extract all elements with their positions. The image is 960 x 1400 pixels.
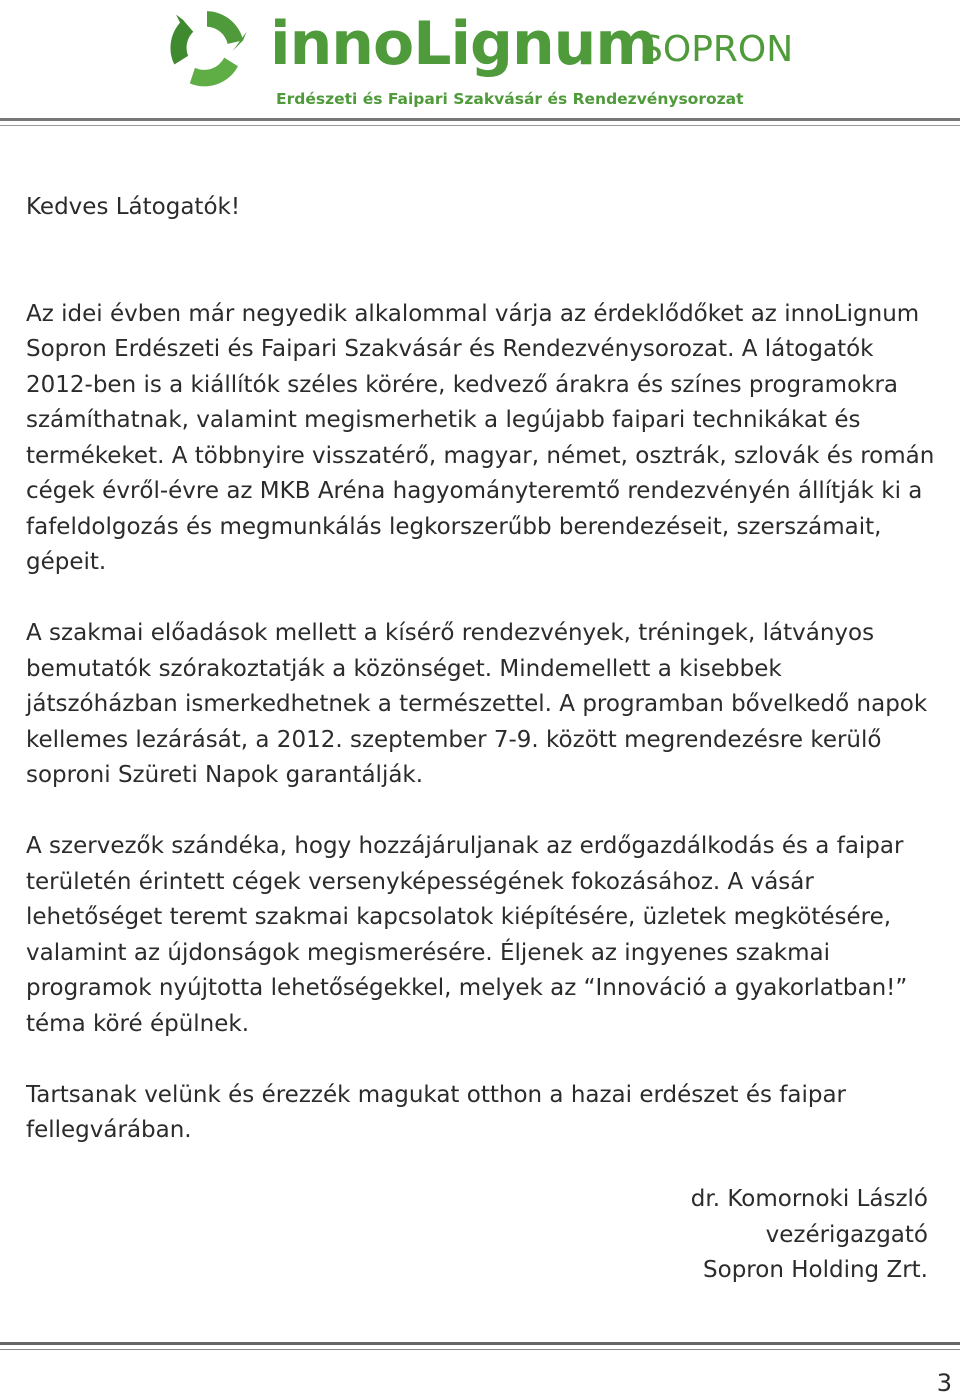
header-divider <box>0 118 960 121</box>
salutation: Kedves Látogatók! <box>26 194 241 220</box>
signature-block <box>691 1182 928 1289</box>
letter-body <box>26 190 936 1184</box>
signature-company: Sopron Holding Zrt. <box>703 1257 928 1283</box>
signature-title: vezérigazgató <box>765 1221 928 1248</box>
signature-name: dr. Komornoki László <box>690 1186 928 1212</box>
page-header <box>0 0 960 130</box>
page-number: 3 <box>936 1369 952 1397</box>
header-divider-thin <box>0 125 960 126</box>
paragraph-2: A szakmai előadások mellett a kísérő rendezvények, tréningek, látványos bemutatók szórakoztatják a közönséget. Mindemellett a kisebbek játszóházban ismerkedhetnek a természettel. A programban bővelkedő napok kellemes lezárását, a 2012. szeptember 7-9. között megrendezésre kerülő soproni Szüreti Napok garantálják. <box>26 620 928 788</box>
paragraph-4: Tartsanak velünk és érezzék magukat otthon a hazai erdészet és faipar fellegvárában. <box>26 1081 847 1143</box>
brand-tagline: Erdészeti és Faipari Szakvásár és Rendezvénysorozat <box>276 90 744 108</box>
recycle-leaf-icon <box>164 6 250 92</box>
footer-divider-thin <box>0 1349 960 1350</box>
brand-city: SOPRON <box>640 29 794 70</box>
brand-name: innoLignum <box>270 9 657 79</box>
paragraph-1: Az idei évben már negyedik alkalommal várja az érdeklődőket az innoLignum Sopron Erdészeti és Faipari Szakvásár és Rendezvénysorozat. A látogatók 2012-ben is a kiállítók széles körére, kedvező árakra és színes programokra számíthatnak, valamint megismerhetik a legújabb faipari technikákat és termékeket. A többnyire visszatérő, magyar, német, osztrák, szlovák és román cégek évről-évre az MKB Aréna hagyományteremtő rendezvényén állítják ki a fafeldolgozás és megmunkálás legkorszerűbb berendezéseit, szerszámait, gépeit. <box>26 300 935 575</box>
paragraph-3: A szervezők szándéka, hogy hozzájáruljanak az erdőgazdálkodás és a faipar területén érintett cégek versenyképességének fokozásához. A vásár lehetőséget teremt szakmai kapcsolatok kiépítésére, üzletek megkötésére, valamint az újdonságok megismerésére. Éljenek az ingyenes szakmai programok nyújtotta lehetőségekkel, melyek az “Innováció a gyakorlatban!” téma köré épülnek. <box>26 833 908 1037</box>
footer-divider <box>0 1342 960 1345</box>
